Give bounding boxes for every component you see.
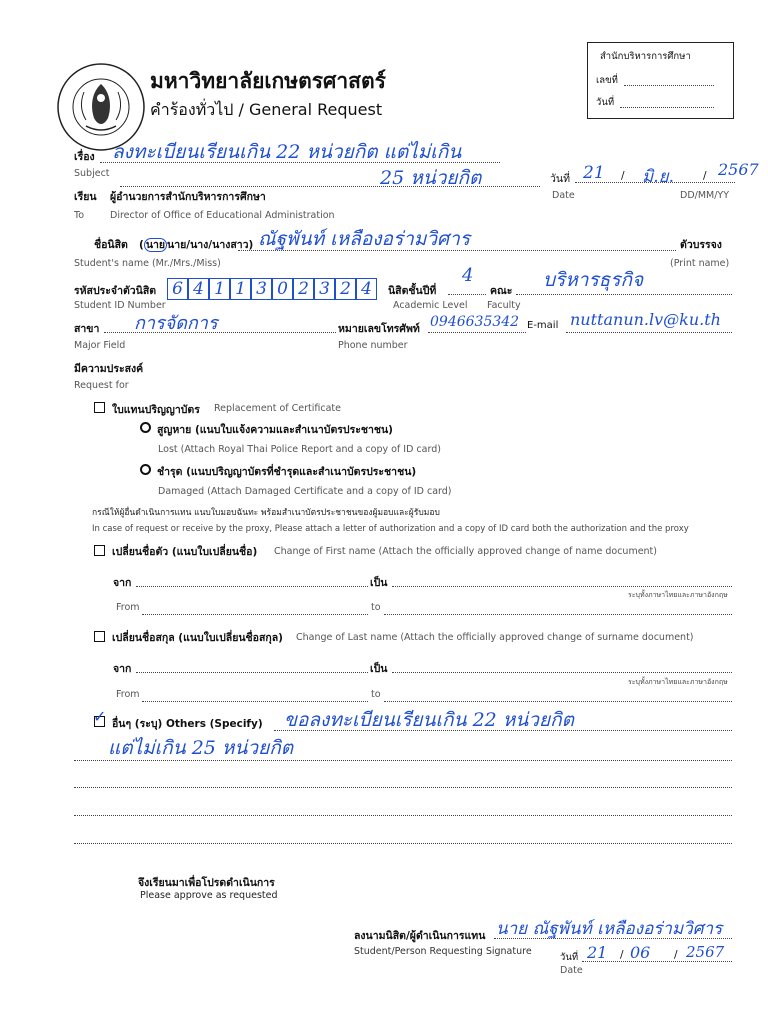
year-value: 4 xyxy=(462,265,474,286)
proxy-note: กรณีให้ผู้อื่นดำเนินการแทน แนบใบมอบฉันทะ พร้อมสำเนาบัตรประชาชนของผู้มอบและผู้รับมอบ xyxy=(92,508,440,518)
student-name-value: ณัฐพันท์ เหลืองอร่ามวิศาร xyxy=(258,228,470,250)
firstname-label: เปลี่ยนชื่อตัว (แนบใบเปลี่ยนชื่อ) xyxy=(112,546,258,558)
certificate-checkbox[interactable] xyxy=(94,402,105,413)
others-label: อื่นๆ (ระบุ) Others (Specify) xyxy=(112,718,263,730)
signature-date-month: 06 xyxy=(630,943,651,962)
lastname-from-en: From xyxy=(116,689,140,700)
signature-label: ลงนามนิสิต/ผู้ดำเนินการแทน xyxy=(354,930,486,942)
subject-value-line-2: 25 หน่วยกิต xyxy=(380,167,482,189)
others-line-3[interactable] xyxy=(74,787,732,788)
office-number-label: เลขที่ xyxy=(596,75,618,86)
certificate-en-label: Replacement of Certificate xyxy=(214,403,341,414)
others-check-mark-icon: ✓ xyxy=(93,707,107,726)
firstname-from-en: From xyxy=(116,602,140,613)
request-label: มีความประสงค์ xyxy=(74,363,144,375)
lastname-to-line[interactable] xyxy=(392,672,732,673)
year-en-label: Academic Level xyxy=(393,300,468,311)
signature-date-en-label: Date xyxy=(560,965,583,976)
subject-label: เรื่อง xyxy=(74,151,95,163)
major-label: สาขา xyxy=(74,323,100,335)
email-value: nuttanun.lv@ku.th xyxy=(570,310,721,329)
student-id-digit[interactable]: 3 xyxy=(314,278,335,300)
firstname-to-line[interactable] xyxy=(392,586,732,587)
damaged-radio[interactable] xyxy=(140,464,151,475)
student-title-options: ( นาย นาย/นาง/นางสาว) xyxy=(139,239,254,251)
firstname-to-en: to xyxy=(371,602,381,613)
to-en-value: Director of Office of Educational Administration xyxy=(110,210,335,221)
firstname-from-en-line[interactable] xyxy=(142,614,368,615)
faculty-value: บริหารธุรกิจ xyxy=(543,269,644,291)
lastname-to-en: to xyxy=(371,689,381,700)
office-date-line[interactable] xyxy=(620,107,714,108)
office-box xyxy=(587,42,734,119)
faculty-label: คณะ xyxy=(490,285,513,297)
closing-text: จึงเรียนมาเพื่อโปรดดำเนินการ xyxy=(138,877,275,889)
to-label: เรียน xyxy=(74,191,97,203)
phone-label: หมายเลขโทรศัพท์ xyxy=(338,323,420,335)
lastname-label: เปลี่ยนชื่อสกุล (แนบใบเปลี่ยนชื่อสกุล) xyxy=(112,632,283,644)
student-id-digit[interactable]: 4 xyxy=(188,278,209,300)
closing-en-text: Please approve as requested xyxy=(140,890,278,901)
signature-date-label: วันที่ xyxy=(560,952,579,963)
signature-date-day: 21 xyxy=(587,943,608,962)
lastname-from-en-line[interactable] xyxy=(142,701,368,702)
student-id-digit[interactable]: 0 xyxy=(272,278,293,300)
firstname-from-line[interactable] xyxy=(136,586,368,587)
date-day: 21 xyxy=(583,163,605,183)
lastname-to-en-line[interactable] xyxy=(384,701,732,702)
firstname-checkbox[interactable] xyxy=(94,545,105,556)
student-id-en-label: Student ID Number xyxy=(74,300,166,311)
firstname-lang-note: ระบุทั้งภาษาไทยและภาษาอังกฤษ xyxy=(628,591,728,599)
to-value: ผู้อำนวยการสำนักบริหารการศึกษา xyxy=(110,191,266,203)
student-id-digit[interactable]: 2 xyxy=(293,278,314,300)
proxy-en-note: In case of request or receive by the proxy, Please attach a letter of authorization and a copy of ID card both the authorization and the proxy xyxy=(92,524,689,534)
others-value-line-1: ขอลงทะเบียนเรียนเกิน 22 หน่วยกิต xyxy=(284,709,574,731)
lastname-to-label: เป็น xyxy=(370,663,388,675)
signature-en-label: Student/Person Requesting Signature xyxy=(354,946,532,957)
date-year: 2567 xyxy=(718,160,759,179)
to-en-label: To xyxy=(74,210,85,221)
major-en-label: Major Field xyxy=(74,340,126,351)
firstname-from-label: จาก xyxy=(113,577,132,589)
student-name-en-label: Student's name (Mr./Mrs./Miss) xyxy=(74,258,221,269)
signature-date-sep-1: / xyxy=(620,949,624,961)
student-id-digit[interactable]: 2 xyxy=(335,278,356,300)
phone-value: 0946635342 xyxy=(430,314,520,330)
office-date-label: วันที่ xyxy=(596,97,615,108)
firstname-en-label: Change of First name (Attach the officially approved change of name document) xyxy=(274,546,657,557)
student-id-digit[interactable]: 3 xyxy=(251,278,272,300)
date-en-label: Date xyxy=(552,190,575,201)
lastname-checkbox[interactable] xyxy=(94,631,105,642)
signature-date-sep-2: / xyxy=(674,949,678,961)
student-id-label: รหัสประจำตัวนิสิต xyxy=(74,285,157,297)
lost-en-label: Lost (Attach Royal Thai Police Report and a copy of ID card) xyxy=(158,444,441,455)
uppercase-label: ตัวบรรจง xyxy=(680,239,722,251)
office-title: สำนักบริหารการศึกษา xyxy=(600,51,691,62)
student-id-digit[interactable]: 1 xyxy=(230,278,251,300)
email-label: E-mail xyxy=(527,320,559,331)
others-value-line-2: แต่ไม่เกิน 25 หน่วยกิต xyxy=(108,737,294,759)
university-name: มหาวิทยาลัยเกษตรศาสตร์ xyxy=(150,69,386,93)
damaged-en-label: Damaged (Attach Damaged Certificate and a copy of ID card) xyxy=(158,486,452,497)
phone-en-label: Phone number xyxy=(338,340,408,351)
date-format-label: DD/MM/YY xyxy=(680,190,730,201)
firstname-to-label: เป็น xyxy=(370,577,388,589)
lost-radio[interactable] xyxy=(140,422,151,433)
firstname-to-en-line[interactable] xyxy=(384,614,732,615)
signature-date-year: 2567 xyxy=(686,943,725,961)
certificate-label: ใบแทนปริญญาบัตร xyxy=(112,404,200,416)
phone-line[interactable] xyxy=(428,332,526,333)
date-sep-2: / xyxy=(703,170,707,182)
subject-value-line-1: ลงทะเบียนเรียนเกิน 22 หน่วยกิต แต่ไม่เกิน xyxy=(112,141,462,163)
student-title-rest: นาย/นาง/นางสาว) xyxy=(167,239,254,251)
major-value: การจัดการ xyxy=(134,313,218,334)
lastname-lang-note: ระบุทั้งภาษาไทยและภาษาอังกฤษ xyxy=(628,678,728,686)
request-en-label: Request for xyxy=(74,380,129,391)
year-line[interactable] xyxy=(448,294,486,295)
year-label: นิสิตชั้นปีที่ xyxy=(388,285,437,297)
lastname-from-line[interactable] xyxy=(136,672,368,673)
form-title: คำร้องทั่วไป / General Request xyxy=(150,100,383,119)
office-number-line[interactable] xyxy=(624,85,714,86)
date-label: วันที่ xyxy=(550,173,570,185)
lastname-en-label: Change of Last name (Attach the officially approved change of surname document) xyxy=(296,632,694,643)
student-title-selected: นาย xyxy=(145,239,166,251)
student-id-digit[interactable]: 6 xyxy=(167,278,188,300)
signature-value: นาย ณัฐพันท์ เหลืองอร่ามวิศาร xyxy=(496,919,723,939)
others-line-4[interactable] xyxy=(74,815,732,816)
others-line-2[interactable] xyxy=(74,760,732,761)
lost-label: สูญหาย (แนบใบแจ้งความและสำเนาบัตรประชาชน) xyxy=(157,424,393,436)
faculty-en-label: Faculty xyxy=(487,300,521,311)
print-name-label: (Print name) xyxy=(670,258,730,269)
date-sep-1: / xyxy=(621,170,625,182)
subject-en-label: Subject xyxy=(74,168,110,179)
student-id-digit[interactable]: 1 xyxy=(209,278,230,300)
damaged-label: ชำรุด (แนบปริญญาบัตรที่ชำรุดและสำเนาบัตรประชาชน) xyxy=(157,466,417,478)
date-month: มิ.ย. xyxy=(642,167,674,187)
student-name-label: ชื่อนิสิต xyxy=(94,239,128,251)
others-line-5[interactable] xyxy=(74,843,732,844)
student-id-digit[interactable]: 4 xyxy=(356,278,377,300)
email-line[interactable] xyxy=(566,332,732,333)
lastname-from-label: จาก xyxy=(113,663,132,675)
